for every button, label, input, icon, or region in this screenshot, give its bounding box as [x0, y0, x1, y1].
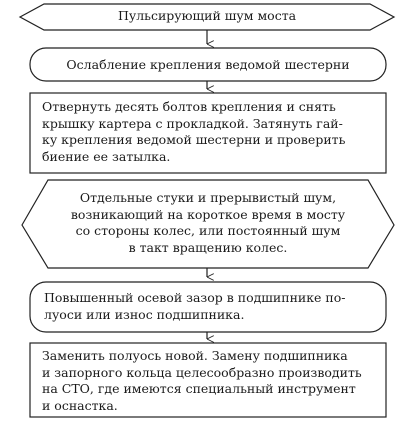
node-5-line-1: Повышенный осевой зазор в подшипнике по- — [44, 290, 346, 305]
node-1-line-1: Пульсирующий шум моста — [117, 8, 297, 23]
node-3-line-4: биение ее затылка. — [42, 148, 171, 164]
node-6-line-3: на СТО, где имеются специальный инструмент — [42, 381, 356, 396]
node-4-line-1: Отдельные стуки и прерывистый шум, — [79, 190, 337, 205]
node-3-line-1: Отвернуть десять болтов крепления и снять — [42, 99, 336, 114]
node-2-label — [30, 57, 386, 74]
node-6-line-4: и оснастка. — [42, 397, 118, 413]
node-1-label — [44, 8, 370, 25]
node-4-line-3: со стороны колес, или постоянный шум — [75, 223, 341, 238]
node-4-line-2: возникающий на короткое время в мосту — [70, 206, 346, 222]
node-3-line-3: ку крепления ведомой шестерни и проверить — [42, 132, 346, 147]
node-3-label — [42, 99, 382, 165]
node-5-label — [44, 290, 380, 323]
node-3-line-2: крышку картера с прокладкой. Затянуть гай- — [42, 115, 343, 131]
node-6-line-2: и запорного кольца целесообразно производить — [42, 364, 362, 380]
node-2-line-1: Ослабление крепления ведомой шестерни — [66, 57, 350, 72]
node-5-line-2: луоси или износ подшипника. — [44, 306, 245, 322]
node-4-line-4: в такт вращению колес. — [128, 239, 288, 255]
node-6-label — [42, 348, 382, 414]
node-4-label — [48, 190, 368, 256]
node-6-line-1: Заменить полуось новой. Замену подшипника — [42, 348, 348, 363]
